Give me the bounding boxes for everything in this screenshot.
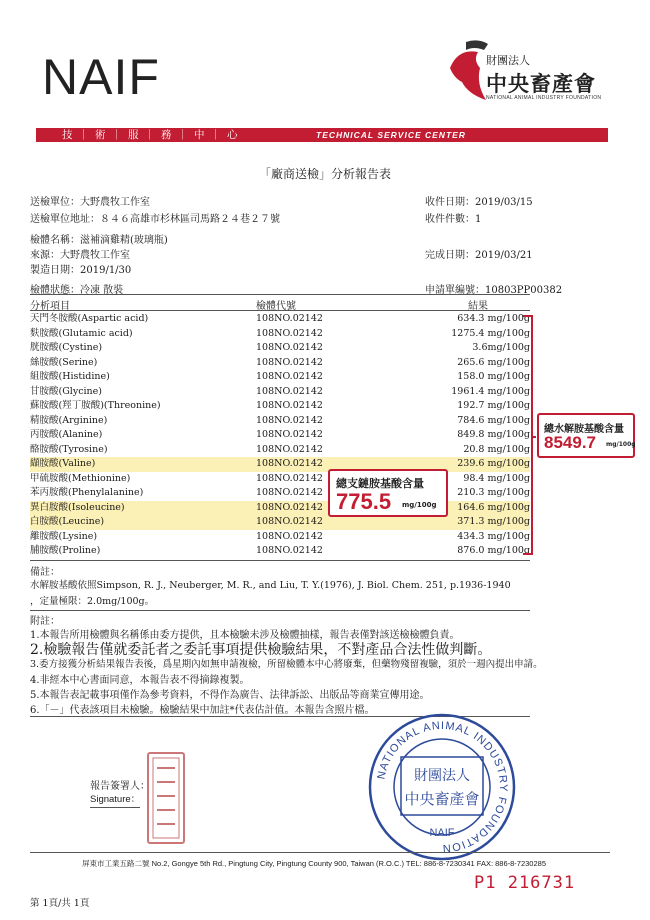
foundation-seal-icon <box>367 712 517 862</box>
signature-line <box>90 807 140 808</box>
header-item: 分析項目 <box>30 301 70 312</box>
bcaa-label: 總支鏈胺基酸含量 <box>336 477 424 490</box>
row-code: 108NO.02142 <box>256 327 323 339</box>
row-item: 麩胺酸(Glutamic acid) <box>30 327 133 339</box>
note-1: 1.本報告所用檢體與名稱係由委方提供，且本檢驗未涉及檢體抽樣，報告表僅對該送檢檢體負責。 <box>30 630 460 641</box>
row-code: 108NO.02142 <box>256 516 323 527</box>
table-row <box>30 428 530 443</box>
row-result: 20.8 mg/100g <box>463 443 530 455</box>
row-result: 3.6mg/100g <box>472 342 530 353</box>
header-bar-english: TECHNICAL SERVICE CENTER <box>316 130 466 140</box>
table-row <box>30 501 530 516</box>
remarks-line-2: ，定量極限：2.0mg/100g。 <box>30 596 155 607</box>
row-code: 108NO.02142 <box>256 472 323 484</box>
total-callout <box>537 413 635 458</box>
table-row <box>30 414 530 429</box>
received-date-field: 收件日期：2019/03/15 <box>425 197 533 208</box>
row-item: 酪胺酸(Tyrosine) <box>30 443 108 455</box>
sender-field: 送檢單位：大野農牧工作室 <box>30 197 150 208</box>
foundation-type: 財團法人 <box>486 54 530 67</box>
table-header-rule <box>30 310 530 311</box>
row-item: 精胺酸(Arginine) <box>30 414 108 426</box>
table-row <box>30 385 530 400</box>
note-2: 2.檢驗報告僅就委託者之委託事項提供檢驗結果，不對產品合法性做判斷。 <box>30 642 492 658</box>
serial-number: P1 216731 <box>474 873 576 893</box>
table-row <box>30 486 530 501</box>
table-bottom-rule <box>30 560 530 561</box>
seal-bottom: NAIF <box>429 827 455 839</box>
row-item: 蘇胺酸(羥丁胺酸)(Threonine) <box>30 400 161 411</box>
footer-address: 屏東市工業五路二號 No.2, Gongye 5th Rd., Pingtung City, Pingtung County 900, Taiwan (R.O.C.) TEL: 886-8-7230341 FAX: 886-8-7230285 <box>82 859 546 868</box>
row-code: 108NO.02142 <box>256 545 323 556</box>
note-3: 3.委方接獲分析結果報告表後，爲星期內如無申請複檢，所留檢體本中心將廢棄，但藥物殘留複驗，須於一週內提出申請。 <box>30 659 543 670</box>
seal-ring-text: NATIONAL ANIMAL INDUSTRY FOUNDATION <box>375 719 510 855</box>
footer-rule <box>30 852 610 853</box>
row-result: 634.3 mg/100g <box>457 313 530 324</box>
header-bar-chinese: 技｜術｜服｜務｜中｜心 <box>62 129 244 141</box>
report-title: 「廠商送檢」分析報告表 <box>258 167 391 181</box>
row-result: 164.6 mg/100g <box>457 501 530 513</box>
table-row <box>30 370 530 385</box>
row-item: 甲硫胺酸(Methionine) <box>30 472 131 484</box>
row-result: 210.3 mg/100g <box>457 487 530 498</box>
row-item: 脯胺酸(Proline) <box>30 545 101 556</box>
row-result: 876.0 mg/100g <box>457 545 530 556</box>
naif-logo: NAIF <box>42 49 160 105</box>
remarks-line-1: 水解胺基酸依照Simpson, R. J., Neuberger, M. R., and Liu, T. Y.(1976), J. Biol. Chem. 251, p.1936-1940 <box>30 580 511 591</box>
page-number: 第 1頁/共 1頁 <box>30 898 90 909</box>
note-4: 4.非經本中心書面同意，本報告表不得摘錄複製。 <box>30 675 250 686</box>
header-result: 結果 <box>468 301 488 312</box>
row-code: 108NO.02142 <box>256 400 323 411</box>
row-code: 108NO.02142 <box>256 313 323 324</box>
row-result: 371.3 mg/100g <box>457 516 530 527</box>
row-item: 甘胺酸(Glycine) <box>30 385 103 397</box>
row-result: 1275.4 mg/100g <box>451 327 530 339</box>
table-row <box>30 457 530 472</box>
table-row <box>30 443 530 458</box>
total-bracket-icon <box>522 312 536 560</box>
row-code: 108NO.02142 <box>256 356 323 368</box>
table-row <box>30 312 530 327</box>
row-code: 108NO.02142 <box>256 414 323 426</box>
row-item: 異白胺酸(Isoleucine) <box>30 501 125 513</box>
table-row <box>30 472 530 487</box>
row-item: 天門冬胺酸(Aspartic acid) <box>30 313 149 324</box>
row-item: 絲胺酸(Serine) <box>30 356 98 368</box>
row-result: 784.6 mg/100g <box>457 414 530 426</box>
row-result: 158.0 mg/100g <box>457 371 530 382</box>
foundation-english-name: NATIONAL ANIMAL INDUSTRY FOUNDATION <box>486 95 602 101</box>
table-row <box>30 356 530 371</box>
table-row <box>30 341 530 356</box>
row-result: 1961.4 mg/100g <box>451 385 530 397</box>
remarks-rule <box>30 610 530 611</box>
address-field: 送檢單位地址：８４６高雄市杉林區司馬路２４巷２７號 <box>30 214 280 225</box>
seal-line-2: 中央畜產會 <box>404 790 480 808</box>
table-row <box>30 399 530 414</box>
seal-line-1: 財團法人 <box>414 768 470 784</box>
row-code: 108NO.02142 <box>256 385 323 397</box>
table-row <box>30 530 530 545</box>
row-item: 白胺酸(Leucine) <box>30 516 105 527</box>
row-code: 108NO.02142 <box>256 458 323 469</box>
total-label: 總水解胺基酸含量 <box>544 424 624 435</box>
table-top-rule <box>30 294 530 295</box>
row-item: 胱胺酸(Cystine) <box>30 342 103 353</box>
row-item: 纈胺酸(Valine) <box>30 458 96 469</box>
sample-name-field: 檢體名稱：滋補滴雞精(玻璃瓶) <box>30 235 168 246</box>
remarks-heading: 備註： <box>30 567 60 578</box>
application-no-field: 申請單編號：10803PP00382 <box>425 285 563 296</box>
received-count-field: 收件件數：1 <box>425 214 482 225</box>
signature-label-zh: 報告簽署人： <box>90 781 150 792</box>
condition-field: 檢體狀態：冷凍 散裝 <box>30 285 124 296</box>
bcaa-callout <box>328 469 448 517</box>
bcaa-unit: mg/100g <box>402 501 437 509</box>
notes-heading: 附註： <box>30 616 60 627</box>
table-row <box>30 327 530 342</box>
row-item: 離胺酸(Lysine) <box>30 530 98 542</box>
bcaa-value: 775.5 <box>336 489 392 514</box>
table-row <box>30 515 530 530</box>
row-result: 434.3 mg/100g <box>457 530 530 542</box>
row-result: 239.6 mg/100g <box>457 458 530 469</box>
signer-stamp-icon <box>147 752 185 844</box>
row-result: 265.6 mg/100g <box>457 356 530 368</box>
table-row <box>30 544 530 559</box>
row-item: 丙胺酸(Alanine) <box>30 429 103 440</box>
row-code: 108NO.02142 <box>256 501 323 513</box>
row-code: 108NO.02142 <box>256 371 323 382</box>
row-code: 108NO.02142 <box>256 530 323 542</box>
row-result: 849.8 mg/100g <box>457 429 530 440</box>
note-6: 6.「－」代表該項目未檢驗。檢驗結果中加註*代表估計值。本報告含照片檔。 <box>30 705 375 716</box>
table-header <box>30 296 530 310</box>
row-code: 108NO.02142 <box>256 487 323 498</box>
source-field: 來源：大野農牧工作室 <box>30 250 130 261</box>
signature-label-en: Signature： <box>90 794 141 805</box>
row-code: 108NO.02142 <box>256 443 323 455</box>
total-value: 8549.7 <box>544 433 596 452</box>
row-item: 組胺酸(Histidine) <box>30 371 110 382</box>
row-item: 苯丙胺酸(Phenylalanine) <box>30 487 144 498</box>
completed-date-field: 完成日期：2019/03/21 <box>425 250 533 261</box>
header-code: 檢體代號 <box>256 301 296 312</box>
total-unit: mg/100g <box>606 441 636 448</box>
mfg-date-field: 製造日期：2019/1/30 <box>30 265 132 276</box>
row-code: 108NO.02142 <box>256 429 323 440</box>
note-5: 5.本報告表記載事項僅作為參考資料，不得作為廣告、法律訴訟、出版品等商業宣傳用途。 <box>30 690 430 701</box>
row-result: 192.7 mg/100g <box>457 400 530 411</box>
row-code: 108NO.02142 <box>256 342 323 353</box>
foundation-name: 中央畜產會 <box>486 72 596 96</box>
row-result: 98.4 mg/100g <box>463 472 530 484</box>
